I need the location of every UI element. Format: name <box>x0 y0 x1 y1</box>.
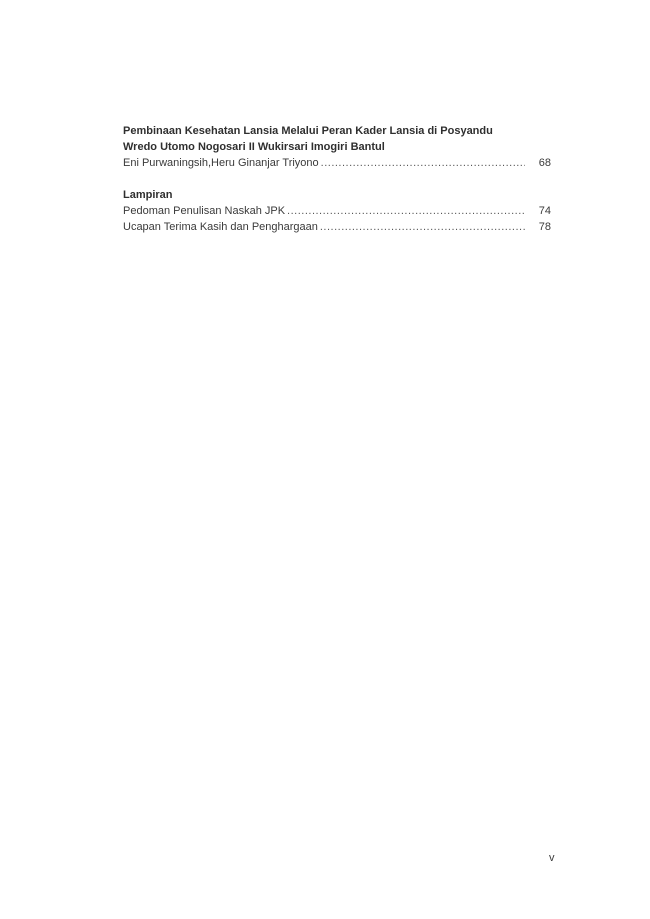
dot-leader <box>320 219 525 235</box>
appendix-entry-label: Pedoman Penulisan Naskah JPK <box>123 205 286 217</box>
dot-leader <box>287 203 525 219</box>
appendix-entry-page: 78 <box>538 221 551 233</box>
article-page-number: 68 <box>538 157 551 169</box>
appendix-heading: Lampiran <box>123 189 173 201</box>
table-of-contents <box>123 123 551 235</box>
dot-leader <box>321 155 525 171</box>
article-authors: Eni Purwaningsih,Heru Ginanjar Triyono <box>123 157 319 169</box>
appendix-entry-guidelines[interactable] <box>123 203 551 219</box>
article-title-line-2: Wredo Utomo Nogosari II Wukirsari Imogiri Bantul <box>123 141 385 153</box>
appendix-entry-acknowledgements[interactable] <box>123 219 551 235</box>
appendix-entry-page: 74 <box>538 205 551 217</box>
page-number: v <box>549 852 555 864</box>
appendix-entry-label: Ucapan Terima Kasih dan Penghargaan <box>123 221 318 233</box>
article-authors-entry[interactable] <box>123 155 551 171</box>
article-title-line-1: Pembinaan Kesehatan Lansia Melalui Peran Kader Lansia di Posyandu <box>123 125 493 137</box>
